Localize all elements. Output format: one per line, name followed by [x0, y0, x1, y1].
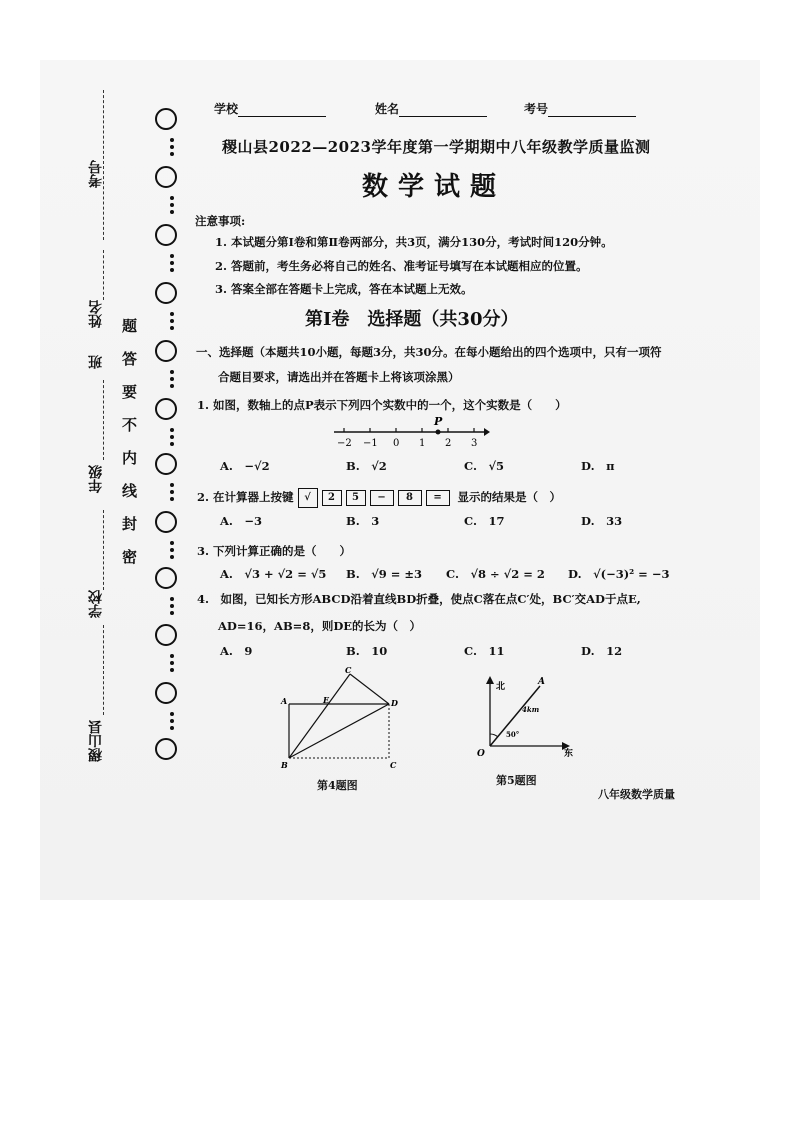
figure-4-rectangle-fold [278, 664, 408, 772]
north-label: 北 [496, 682, 506, 692]
binding-dots [170, 651, 174, 675]
binding-dots [170, 538, 174, 562]
side-name-label: 姓名 [88, 300, 104, 328]
q4-option-b[interactable]: B. 10 [346, 644, 388, 658]
section-title: 第Ⅰ卷 选择题（共30分） [305, 309, 519, 330]
side-school-label: 学校 [88, 590, 104, 618]
school-label: 学校 [214, 102, 239, 116]
number-line-figure [330, 410, 490, 452]
number-line-tick-label: 2 [445, 438, 452, 449]
angle-arc [490, 734, 498, 737]
north-arrow [486, 676, 494, 684]
east-label: 东 [564, 749, 574, 759]
exam-title: 稷山县2022—2023学年度第一学期期中八年级教学质量监测 [222, 138, 651, 156]
notes-heading: 注意事项: [195, 214, 246, 228]
seal-char-4: 不 [122, 416, 138, 434]
seal-char-1: 题 [122, 317, 138, 335]
calc-key: 2 [322, 490, 342, 506]
footer-text: 八年级数学质量 [598, 788, 675, 801]
exam-no-field[interactable] [524, 100, 636, 117]
label-a: A [281, 696, 288, 706]
segment-bc-prime [289, 674, 350, 758]
binding-dots [170, 709, 174, 733]
binding-hole-circle [155, 511, 177, 533]
point-p-marker [436, 430, 441, 435]
q2-text-before: 2. 在计算器上按键 [197, 490, 294, 504]
number-line-tick-label: −2 [337, 438, 352, 449]
figure-4-caption: 第4题图 [317, 779, 358, 792]
point-p-label: P [434, 415, 443, 428]
side-grade-line [103, 510, 104, 590]
figure-5-bearing-diagram [474, 672, 584, 762]
q2-option-b[interactable]: B. 3 [346, 514, 380, 528]
binding-hole-circle [155, 166, 177, 188]
label-c-prime: C [345, 665, 352, 675]
q3-option-c[interactable]: C. √8 ÷ √2 = 2 [446, 567, 545, 581]
label-d: D [391, 698, 398, 708]
seal-char-8: 密 [122, 548, 138, 566]
binding-dots [170, 594, 174, 618]
seal-char-5: 内 [122, 449, 138, 467]
binding-dots [170, 135, 174, 159]
side-school-line [103, 625, 104, 715]
calc-key: 8 [398, 490, 422, 506]
side-grade-label: 年级 [88, 465, 104, 493]
section-intro-line1: 一、选择题（本题共10小题，每题3分，共30分。在每小题给出的四个选项中，只有一项符 [196, 345, 662, 359]
exam-subject-title: 数学试题 [362, 172, 507, 202]
sqrt-key: √ [298, 488, 318, 508]
name-field[interactable] [375, 100, 487, 117]
note-item: 3. 答案全部在答题卡上完成，答在本试题上无效。 [215, 282, 473, 296]
binding-hole-circle [155, 340, 177, 362]
q1-option-a[interactable]: A. −√2 [220, 459, 270, 473]
side-county-label: 稷山县 [88, 720, 104, 762]
q3-option-a[interactable]: A. √3 + √2 = √5 [220, 567, 327, 581]
diagonal-bd [289, 704, 389, 758]
binding-dots [170, 251, 174, 275]
number-line-tick-label: 1 [419, 438, 426, 449]
binding-hole-circle [155, 398, 177, 420]
side-class-label: 班 [88, 355, 104, 369]
binding-dots [170, 309, 174, 333]
question-2-text [197, 488, 561, 508]
binding-dots [170, 367, 174, 391]
q2-option-a[interactable]: A. −3 [220, 514, 263, 528]
binding-hole-circle [155, 224, 177, 246]
q3-option-b[interactable]: B. √9 = ±3 [346, 567, 423, 581]
seal-char-3: 要 [122, 383, 138, 401]
exam-no-blank[interactable] [548, 104, 636, 117]
figure-5-caption: 第5题图 [496, 774, 537, 787]
origin-label: O [477, 749, 485, 759]
q2-text-after: 显示的结果是（ ） [457, 490, 562, 504]
q1-option-d[interactable]: D. π [581, 459, 615, 473]
distance-label: 4km [522, 705, 540, 714]
binding-hole-circle [155, 624, 177, 646]
side-name-line [103, 250, 104, 300]
binding-dots [170, 425, 174, 449]
binding-hole-circle [155, 282, 177, 304]
name-blank[interactable] [399, 104, 487, 117]
section-intro-line2: 合题目要求，请选出并在答题卡上将该项涂黑） [218, 370, 460, 384]
number-line-tick-label: 3 [471, 438, 478, 449]
side-exam-no-line [103, 90, 104, 240]
point-a-label: A [538, 677, 545, 687]
binding-hole-circle [155, 108, 177, 130]
number-line-arrow [484, 428, 490, 436]
exam-no-label: 考号 [524, 102, 549, 116]
equals-key: = [426, 490, 450, 506]
note-item: 2. 答题前，考生务必将自己的姓名、准考证号填写在本试题相应的位置。 [215, 259, 588, 273]
school-blank[interactable] [238, 104, 326, 117]
q4-option-a[interactable]: A. 9 [220, 644, 253, 658]
seal-char-6: 线 [122, 482, 138, 500]
side-class-line [103, 380, 104, 460]
question-4-text-line2: AD=16，AB=8，则DE的长为（ ） [218, 619, 422, 633]
question-1-text: 1. 如图，数轴上的点P表示下列四个实数中的一个，这个实数是（ ） [197, 398, 567, 412]
side-exam-no-label: 考号 [88, 160, 104, 188]
angle-label: 50° [506, 730, 520, 739]
q3-option-d[interactable]: D. √(−3)² = −3 [568, 567, 670, 581]
question-4-text-line1: 4. 如图，已知长方形ABCD沿着直线BD折叠，使点C落在点C′处，BC′交AD于点E, [197, 592, 641, 606]
binding-hole-circle [155, 453, 177, 475]
segment-c-prime-d [350, 674, 389, 704]
name-label: 姓名 [375, 102, 400, 116]
q2-option-d[interactable]: D. 33 [581, 514, 623, 528]
q2-option-c[interactable]: C. 17 [464, 514, 505, 528]
label-e: E [323, 695, 330, 705]
number-line-tick-label: 0 [393, 438, 400, 449]
q4-option-c[interactable]: C. 11 [464, 644, 505, 658]
label-c: C [390, 760, 397, 770]
binding-hole-circle [155, 682, 177, 704]
binding-hole-circle [155, 567, 177, 589]
note-item: 1. 本试题分第Ⅰ卷和第Ⅱ卷两部分，共3页，满分130分，考试时间120分钟。 [215, 235, 613, 249]
seal-char-2: 答 [122, 350, 138, 368]
number-line-tick-label: −1 [363, 438, 378, 449]
q4-option-d[interactable]: D. 12 [581, 644, 623, 658]
binding-hole-circle [155, 738, 177, 760]
calc-key: 5 [346, 490, 366, 506]
question-3-text: 3. 下列计算正确的是（ ） [197, 544, 352, 558]
binding-dots [170, 480, 174, 504]
seal-char-7: 封 [122, 515, 138, 533]
label-b: B [281, 760, 288, 770]
minus-key: − [370, 490, 394, 506]
q1-option-b[interactable]: B. √2 [346, 459, 387, 473]
binding-dots [170, 193, 174, 217]
school-field[interactable] [214, 100, 326, 117]
q1-option-c[interactable]: C. √5 [464, 459, 505, 473]
